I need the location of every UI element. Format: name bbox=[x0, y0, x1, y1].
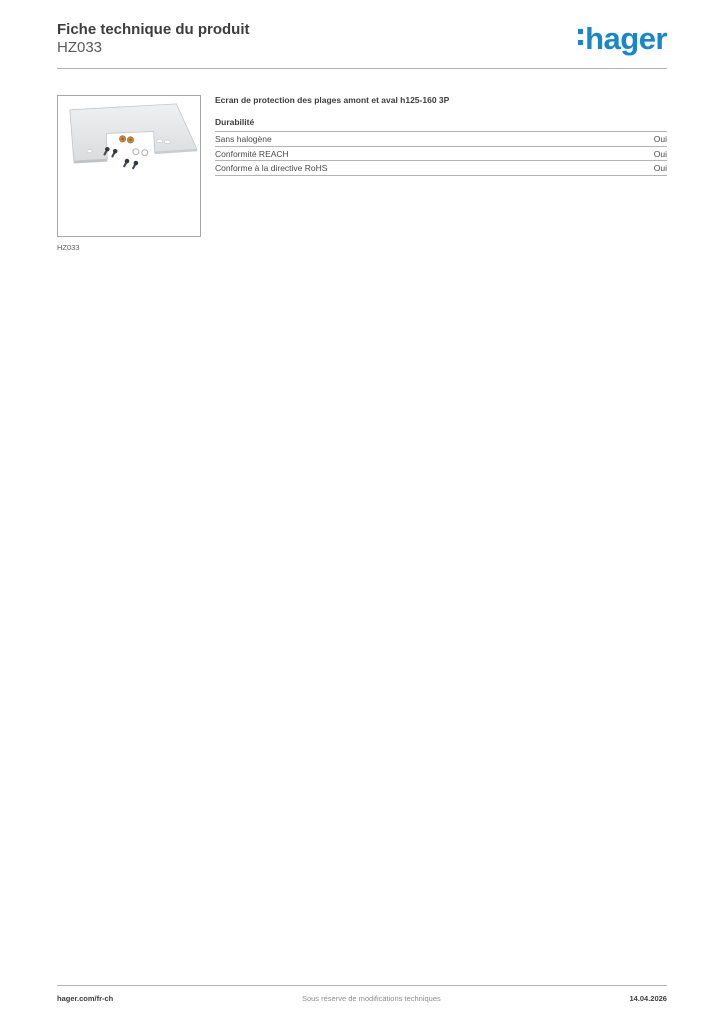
product-code-subtitle: HZ033 bbox=[57, 39, 103, 56]
spec-label: Sans halogène bbox=[215, 133, 272, 144]
page-title: Fiche technique du produit bbox=[57, 21, 250, 38]
page-footer bbox=[57, 985, 667, 1003]
spec-value: Oui bbox=[653, 163, 667, 174]
product-photo bbox=[58, 96, 200, 236]
spec-label: Conformité REACH bbox=[215, 148, 289, 159]
product-figure bbox=[57, 95, 201, 252]
logo-colon-icon bbox=[578, 29, 583, 45]
content-column bbox=[215, 95, 667, 176]
product-title: Ecran de protection des plages amont et aval h125-160 3P bbox=[215, 95, 450, 105]
hager-logo-text: hager bbox=[585, 21, 667, 56]
table-row bbox=[215, 160, 667, 175]
section-heading-durability: Durabilité bbox=[215, 117, 255, 127]
footer-website-link[interactable]: hager.com/fr-ch bbox=[57, 994, 114, 1003]
spec-value: Oui bbox=[653, 133, 667, 144]
hager-logo bbox=[578, 21, 667, 56]
header-divider bbox=[57, 68, 667, 69]
table-row bbox=[215, 146, 667, 161]
spec-value: Oui bbox=[653, 148, 667, 159]
product-image-box bbox=[57, 95, 201, 237]
spec-label: Conforme à la directive RoHS bbox=[215, 163, 328, 174]
footer-disclaimer: Sous réserve de modifications techniques bbox=[301, 994, 441, 1003]
product-image-caption: HZ033 bbox=[57, 243, 80, 252]
table-row bbox=[215, 131, 667, 146]
page-header bbox=[57, 21, 667, 57]
footer-row bbox=[57, 986, 667, 1003]
durability-spec-table bbox=[215, 131, 667, 176]
footer-date: 14.04.2026 bbox=[629, 994, 667, 1003]
